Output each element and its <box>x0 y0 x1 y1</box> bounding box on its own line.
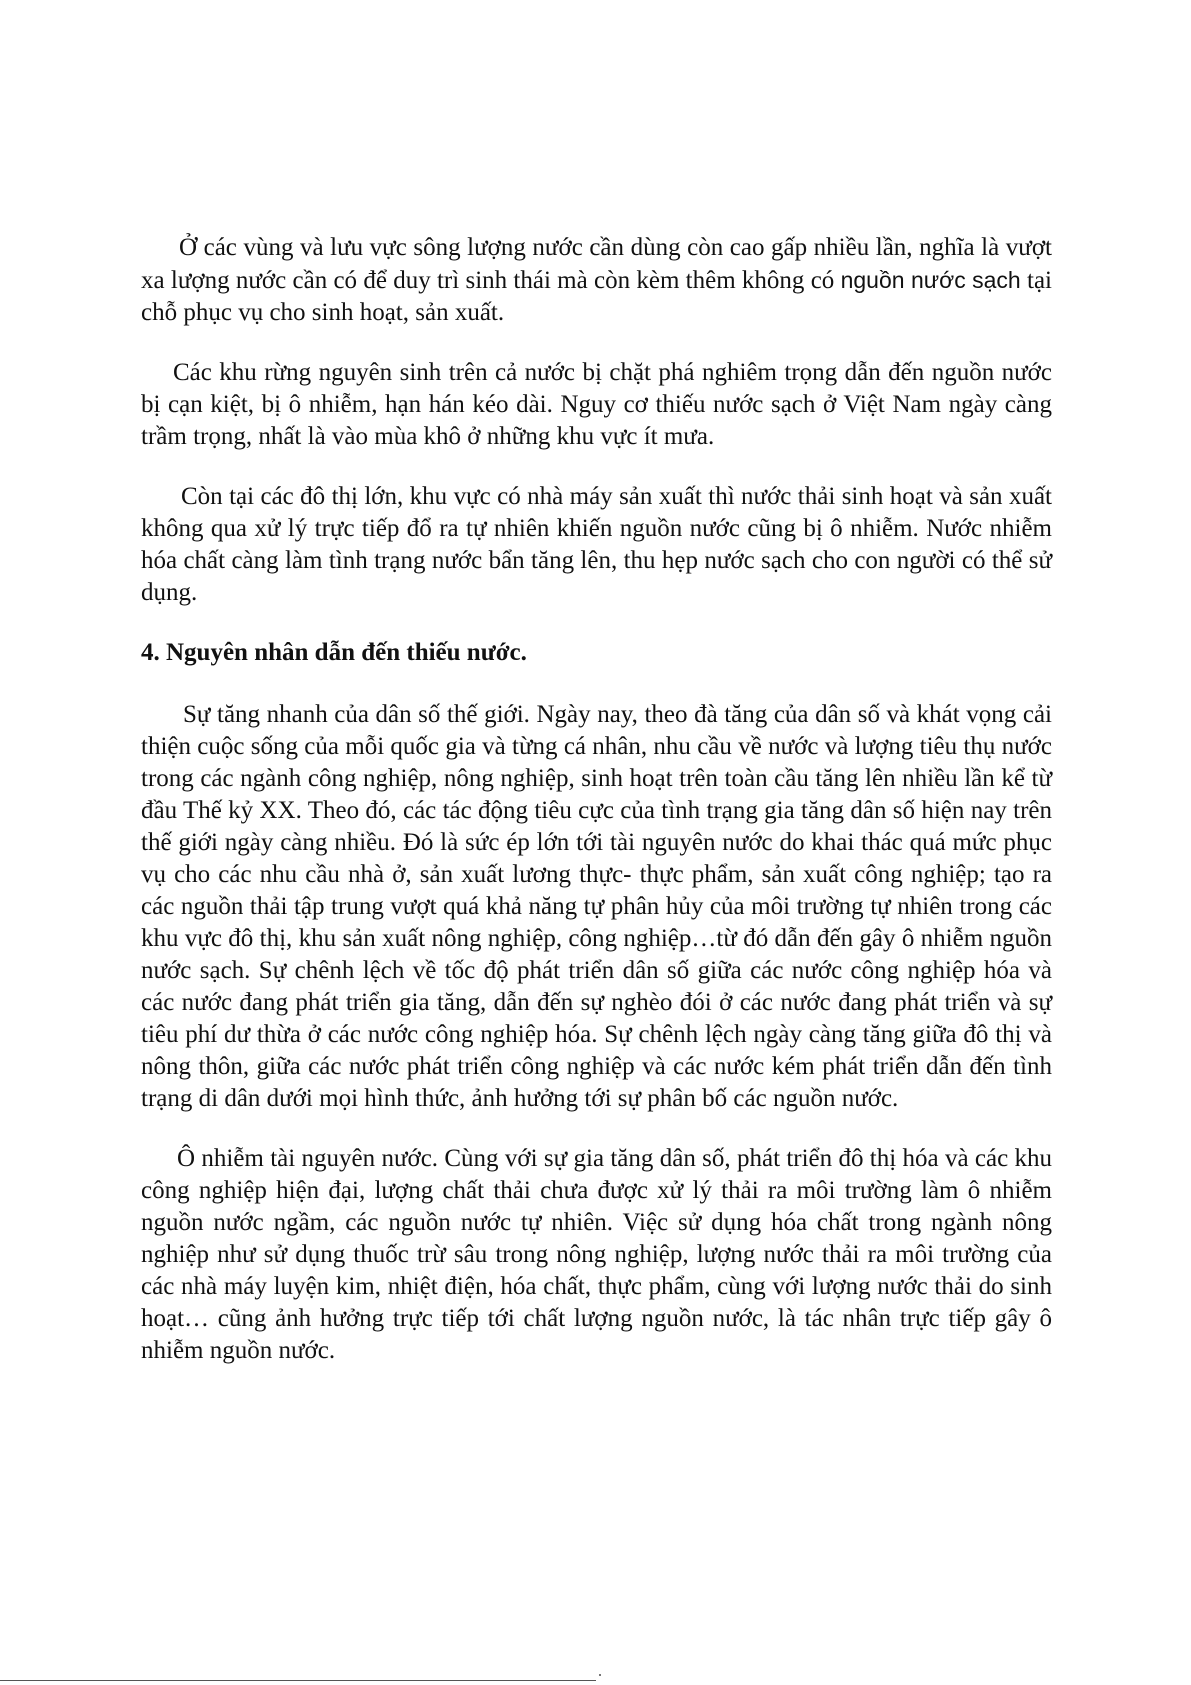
paragraph-water-demand <box>141 232 1052 329</box>
clean-water-link[interactable]: nguồn nước sạch <box>840 267 1021 293</box>
page-bottom-mark <box>599 1674 601 1676</box>
paragraph-water-demand-tail: tại chỗ phục vụ cho sinh hoạt, sản xuất. <box>141 267 1052 326</box>
paragraph-water-demand-text: Ở các vùng và lưu vực sông lượng nước cần dùng còn cao gấp nhiều lần, nghĩa là vượt xa lượng nước cần có để duy trì sinh thái mà còn kèm thêm không có <box>141 234 1052 294</box>
paragraph-population-growth: Sự tăng nhanh của dân số thế giới. Ngày nay, theo đà tăng của dân số và khát vọng cải thiện cuộc sống của mỗi quốc gia và từng cá nhân, nhu cầu về nước và lượng tiêu thụ nước trong các ngành công nghiệp, nông nghiệp, sinh hoạt trên toàn cầu tăng lên nhiều lần kể từ đầu Thế kỷ XX. Theo đó, các tác động tiêu cực của tình trạng gia tăng dân số hiện nay trên thế giới ngày càng nhiều. Đó là sức ép lớn tới tài nguyên nước do khai thác quá mức phục vụ cho các nhu cầu nhà ở, sản xuất lương thực- thực phẩm, sản xuất công nghiệp; tạo ra các nguồn thải tập trung vượt quá khả năng tự phân hủy của môi trường tự nhiên trong các khu vực đô thị, khu sản xuất nông nghiệp, công nghiệp…từ đó dẫn đến gây ô nhiễm nguồn nước sạch. Sự chênh lệch về tốc độ phát triển dân số giữa các nước công nghiệp hóa và các nước đang phát triển gia tăng, dẫn đến sự nghèo đói ở các nước đang phát triển và sự tiêu phí dư thừa ở các nước công nghiệp hóa. Sự chênh lệch ngày càng tăng giữa đô thị và nông thôn, giữa các nước phát triển công nghiệp và các nước kém phát triển dẫn đến tình trạng di dân dưới mọi hình thức, ảnh hưởng tới sự phân bố các nguồn nước. <box>141 701 1052 1112</box>
document-body <box>141 232 1052 1395</box>
paragraph-urban-wastewater: Còn tại các đô thị lớn, khu vực có nhà máy sản xuất thì nước thải sinh hoạt và sản xuất không qua xử lý trực tiếp đổ ra tự nhiên khiến nguồn nước cũng bị ô nhiễm. Nước nhiễm hóa chất càng làm tình trạng nước bẩn tăng lên, thu hẹp nước sạch cho con người có thể sử dụng. <box>141 483 1052 606</box>
paragraph-water-pollution: Ô nhiễm tài nguyên nước. Cùng với sự gia tăng dân số, phát triển đô thị hóa và các khu công nghiệp hiện đại, lượng chất thải chưa được xử lý thải ra môi trường làm ô nhiễm nguồn nước ngầm, các nguồn nước tự nhiên. Việc sử dụng hóa chất trong ngành nông nghiệp như sử dụng thuốc trừ sâu trong nông nghiệp, lượng nước thải ra môi trường của các nhà máy luyện kim, nhiệt điện, hóa chất, thực phẩm, cùng với lượng nước thải do sinh hoạt… cũng ảnh hưởng trực tiếp tới chất lượng nguồn nước, là tác nhân trực tiếp gây ô nhiễm nguồn nước. <box>141 1145 1052 1364</box>
page-bottom-divider <box>0 1680 596 1681</box>
section-heading: 4. Nguyên nhân dẫn đến thiếu nước. <box>141 639 527 666</box>
paragraph-deforestation: Các khu rừng nguyên sinh trên cả nước bị chặt phá nghiêm trọng dẫn đến nguồn nước bị cạn kiệt, bị ô nhiễm, hạn hán kéo dài. Nguy cơ thiếu nước sạch ở Việt Nam ngày càng trầm trọng, nhất là vào mùa khô ở những khu vực ít mưa. <box>141 359 1052 450</box>
